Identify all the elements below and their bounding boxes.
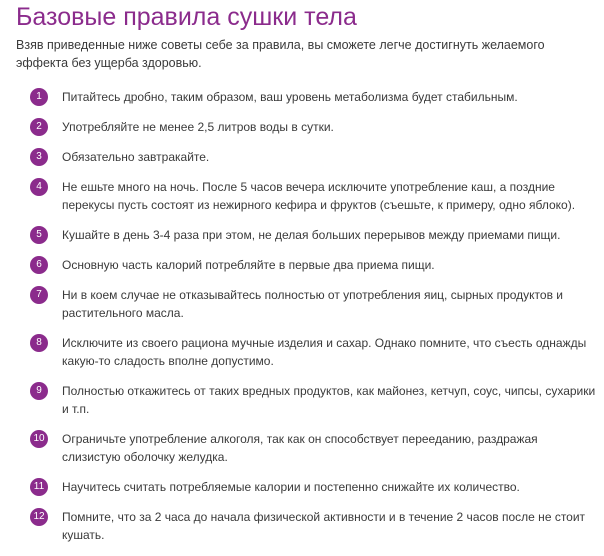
rule-item-5 (30, 226, 596, 244)
rule-item-7 (30, 286, 596, 322)
rule-item-4 (30, 178, 596, 214)
rule-item-11 (30, 478, 596, 496)
rule-number-badge: 6 (30, 256, 48, 274)
rule-number-badge: 4 (30, 178, 48, 196)
rule-number-badge: 3 (30, 148, 48, 166)
intro-paragraph: Взяв приведенные ниже советы себе за правила, вы сможете легче достигнуть желаемого эффекта без ущерба здоровью. (16, 38, 545, 70)
rule-number-badge: 1 (30, 88, 48, 106)
rule-text: Ни в коем случае не отказывайтесь полностью от употребления яиц, сырных продуктов и растительного масла. (62, 288, 563, 320)
rule-text: Питайтесь дробно, таким образом, ваш уровень метаболизма будет стабильным. (62, 90, 518, 104)
rule-item-6 (30, 256, 596, 274)
rule-item-10 (30, 430, 596, 466)
rule-number-badge: 7 (30, 286, 48, 304)
rule-number-badge: 11 (30, 478, 48, 496)
rule-number-badge: 2 (30, 118, 48, 136)
rule-text: Обязательно завтракайте. (62, 150, 210, 164)
rule-text: Помните, что за 2 часа до начала физической активности и в течение 2 часов после не стоит кушать. (62, 510, 586, 542)
rule-item-8 (30, 334, 596, 370)
rule-number-badge: 8 (30, 334, 48, 352)
rule-text: Кушайте в день 3-4 раза при этом, не делая больших перерывов между приемами пищи. (62, 228, 561, 242)
page-title: Базовые правила сушки тела (16, 3, 357, 31)
rule-item-12 (30, 508, 596, 544)
rule-item-9 (30, 382, 596, 418)
rule-text: Полностью откажитесь от таких вредных продуктов, как майонез, кетчуп, соус, чипсы, сухарики и т.п. (62, 384, 596, 416)
rule-text: Ограничьте употребление алкоголя, так как он способствует перееданию, раздражая слизистую оболочку желудка. (62, 432, 538, 464)
rule-text: Употребляйте не менее 2,5 литров воды в сутки. (62, 120, 334, 134)
rule-text: Основную часть калорий потребляйте в первые два приема пищи. (62, 258, 435, 272)
rule-number-badge: 9 (30, 382, 48, 400)
rule-number-badge: 12 (30, 508, 48, 526)
rules-list (30, 88, 596, 556)
rule-item-2 (30, 118, 596, 136)
rule-number-badge: 5 (30, 226, 48, 244)
rule-number-badge: 10 (30, 430, 48, 448)
rule-item-1 (30, 88, 596, 106)
rule-text: Не ешьте много на ночь. После 5 часов вечера исключите употребление каш, а поздние перекусы пусть состоят из нежирного кефира и фруктов (съешьте, к примеру, одно яблоко). (62, 180, 576, 212)
rule-text: Исключите из своего рациона мучные изделия и сахар. Однако помните, что съесть однажды какую-то сладость вполне допустимо. (62, 336, 587, 368)
rule-text: Научитесь считать потребляемые калории и постепенно снижайте их количество. (62, 480, 520, 494)
rule-item-3 (30, 148, 596, 166)
